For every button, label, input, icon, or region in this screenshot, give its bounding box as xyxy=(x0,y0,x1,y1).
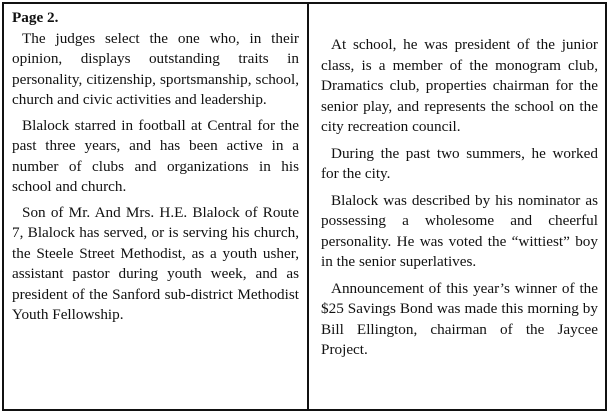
page-label: Page 2. xyxy=(12,9,59,26)
right-paragraph-1: At school, he was president of the junior class, is a member of the monogram club, Dramatics club, properties chairman for the senior play, and represents the school on the city recreation council. xyxy=(321,36,598,135)
right-paragraph-3: Blalock was described by his nominator as possessing a wholesome and cheerful personality. He was voted the “wittiest” boy in the senior superlatives. xyxy=(321,191,598,270)
left-paragraph-2: Blalock starred in football at Central for the past three years, and has been active in a number of clubs and organizations in his school and church. xyxy=(12,116,299,195)
right-column xyxy=(309,4,605,409)
article-frame xyxy=(2,2,607,411)
left-paragraph-1: The judges select the one who, in their opinion, displays outstanding traits in personality, citizenship, sportsmanship, school, church and civic activities and leadership. xyxy=(12,29,299,108)
left-paragraph-3: Son of Mr. And Mrs. H.E. Blalock of Route 7, Blalock has served, or is serving his church, the Steele Street Methodist, as a youth usher, assistant pastor during youth week, and as president of the Sanford sub-district Methodist Youth Fellowship. xyxy=(12,203,299,323)
right-paragraph-2: During the past two summers, he worked for the city. xyxy=(321,144,598,182)
right-paragraph-4: Announcement of this year’s winner of the $25 Savings Bond was made this morning by Bill Ellington, chairman of the Jaycee Project. xyxy=(321,279,598,358)
left-column xyxy=(4,4,309,409)
